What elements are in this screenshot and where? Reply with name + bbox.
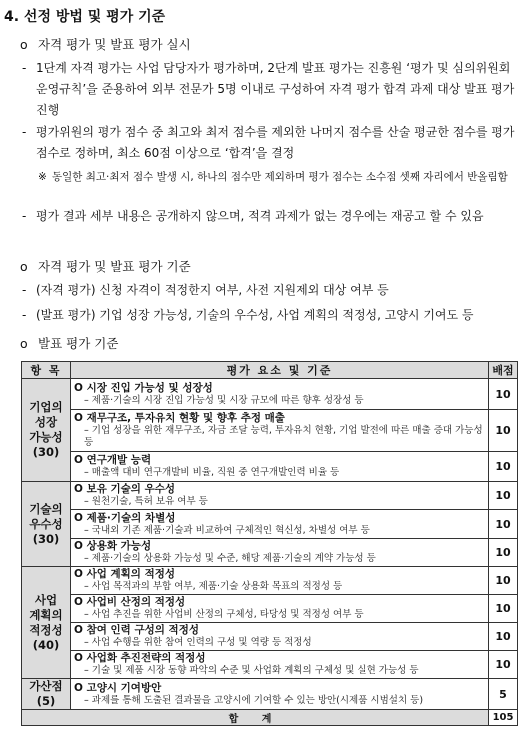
total-label bbox=[22, 710, 489, 726]
subsection-title: 자격 평가 및 발표 평가 기준 bbox=[38, 259, 191, 274]
table-row bbox=[22, 410, 518, 452]
note-marker: ※ bbox=[38, 171, 47, 183]
bullet-item bbox=[22, 206, 518, 227]
bullet-dash: - bbox=[22, 308, 27, 322]
table-header-row bbox=[22, 362, 518, 379]
section-title: 4. 선정 방법 및 평가 기준 bbox=[4, 9, 166, 25]
criteria-desc: – 국내외 기존 제품·기술과 비교하여 구체적인 혁신성, 차별성 여부 등 bbox=[84, 524, 370, 536]
criteria-cell bbox=[71, 623, 489, 651]
header-criteria: 평가 요소 및 기준 bbox=[71, 362, 489, 379]
criteria-table bbox=[21, 361, 518, 726]
subsection-heading-1 bbox=[20, 35, 191, 53]
note-text: 동일한 최고·최저 점수 발생 시, 하나의 점수만 제외하며 평가 점수는 소수점 셋째 자리에서 반올림함 bbox=[52, 171, 508, 183]
table-row bbox=[22, 595, 518, 623]
score-cell: 10 bbox=[489, 410, 518, 452]
criteria-title: O 상용화 가능성 bbox=[74, 540, 152, 552]
criteria-cell bbox=[71, 679, 489, 710]
criteria-desc: – 과제를 통해 도출된 결과물을 고양시에 기여할 수 있는 방안(시제품 시범설치 등) bbox=[84, 694, 424, 706]
table-row bbox=[22, 567, 518, 595]
category-line: (30) bbox=[32, 531, 60, 546]
criteria-cell bbox=[71, 510, 489, 539]
bullet-dash: - bbox=[22, 209, 27, 223]
bullet-item bbox=[22, 305, 518, 326]
table-row bbox=[22, 539, 518, 567]
category-line: 가능성 bbox=[29, 430, 63, 444]
bullet-dash: - bbox=[22, 61, 27, 75]
bullet-item bbox=[22, 122, 518, 164]
score-cell: 10 bbox=[489, 539, 518, 567]
criteria-cell bbox=[71, 482, 489, 510]
bullet-text: 평가위원의 평가 점수 중 최고와 최저 점수를 제외한 나머지 점수를 산술 평균한 점수를 평가 점수로 정하며, 최소 60점 이상으로 ‘합격’을 결정 bbox=[36, 125, 515, 160]
table-row bbox=[22, 482, 518, 510]
category-line: 기업의 bbox=[29, 400, 63, 414]
score-cell: 10 bbox=[489, 452, 518, 482]
criteria-title: O 보유 기술의 우수성 bbox=[74, 483, 176, 495]
category-line: 기술의 bbox=[29, 501, 63, 516]
table-row bbox=[22, 452, 518, 482]
header-score: 배점 bbox=[489, 362, 518, 379]
criteria-title: O 사업화 추진전략의 적정성 bbox=[74, 652, 206, 664]
criteria-title: O 제품·기술의 차별성 bbox=[74, 511, 176, 524]
criteria-title: O 시장 진입 가능성 및 성장성 bbox=[74, 381, 213, 394]
criteria-title: O 연구개발 능력 bbox=[74, 454, 152, 466]
total-label-text: 합 계 bbox=[228, 714, 282, 725]
subsection-title: 발표 평가 기준 bbox=[38, 336, 119, 351]
score-cell: 10 bbox=[489, 510, 518, 539]
category-line: (5) bbox=[36, 694, 56, 708]
bullet-text: (자격 평가) 신청 자격이 적정한지 여부, 사전 지원제외 대상 여부 등 bbox=[36, 283, 389, 297]
category-line: (40) bbox=[32, 637, 60, 652]
score-cell: 10 bbox=[489, 651, 518, 679]
table-row bbox=[22, 379, 518, 410]
criteria-title: O 재무구조, 투자유치 현황 및 향후 추정 매출 bbox=[74, 412, 285, 424]
criteria-cell bbox=[71, 410, 489, 452]
bullet-item bbox=[22, 58, 518, 121]
header-category: 항 목 bbox=[22, 362, 71, 379]
criteria-title: O 사업 계획의 적정성 bbox=[74, 568, 176, 580]
score-cell: 10 bbox=[489, 482, 518, 510]
category-line: (30) bbox=[32, 445, 60, 459]
criteria-title: O 고양시 기여방안 bbox=[74, 681, 162, 694]
criteria-desc: – 기업 성장을 위한 재무구조, 자금 조달 능력, 투자유치 현황, 기업 발전에 따른 매출 증대 가능성 등 bbox=[84, 425, 483, 448]
criteria-desc: – 사업 목적과의 부합 여부, 제품·기술 상용화 목표의 적정성 등 bbox=[84, 581, 343, 592]
category-line: 계획의 bbox=[29, 607, 63, 622]
criteria-cell bbox=[71, 567, 489, 595]
criteria-cell bbox=[71, 539, 489, 567]
subsection-heading-3 bbox=[20, 334, 118, 352]
score-cell: 10 bbox=[489, 567, 518, 595]
category-line: 성장 bbox=[34, 415, 58, 429]
criteria-desc: – 사업 수행을 위한 참여 인력의 구성 및 역량 등 적정성 bbox=[84, 637, 312, 648]
bullet-text: (발표 평가) 기업 성장 가능성, 기술의 우수성, 사업 계획의 적정성, 고양시 기여도 등 bbox=[36, 308, 474, 322]
score-cell: 10 bbox=[489, 623, 518, 651]
subsection-marker: o bbox=[20, 336, 28, 351]
score-cell: 10 bbox=[489, 379, 518, 410]
criteria-desc: – 매출액 대비 연구개발비 비율, 직원 중 연구개발인력 비율 등 bbox=[84, 467, 340, 478]
subsection-marker: o bbox=[20, 37, 28, 52]
category-line: 사업 bbox=[34, 592, 58, 607]
total-row bbox=[22, 710, 518, 726]
criteria-desc: – 기술 및 제품 시장 동향 파악의 수준 및 사업화 계획의 구체성 및 실현 가능성 등 bbox=[84, 665, 419, 676]
category-line: 적정성 bbox=[29, 622, 63, 637]
bullet-dash: - bbox=[22, 125, 27, 139]
criteria-title: O 참여 인력 구성의 적정성 bbox=[74, 624, 199, 636]
total-score: 105 bbox=[489, 710, 518, 726]
category-cell bbox=[22, 567, 71, 679]
subsection-title: 자격 평가 및 발표 평가 실시 bbox=[38, 37, 191, 52]
category-line: 우수성 bbox=[29, 516, 63, 531]
table-row bbox=[22, 623, 518, 651]
criteria-desc: – 제품·기술의 시장 진입 가능성 및 시장 규모에 따른 향후 성장성 등 bbox=[84, 394, 364, 406]
criteria-cell bbox=[71, 651, 489, 679]
score-cell: 5 bbox=[489, 679, 518, 710]
table-row bbox=[22, 651, 518, 679]
subsection-heading-2 bbox=[20, 257, 191, 275]
bullet-item bbox=[22, 280, 518, 301]
criteria-cell bbox=[71, 379, 489, 410]
category-cell bbox=[22, 379, 71, 482]
criteria-cell bbox=[71, 595, 489, 623]
criteria-desc: – 제품·기술의 상용화 가능성 및 수준, 해당 제품·기술의 계약 가능성 등 bbox=[84, 553, 376, 564]
bullet-dash: - bbox=[22, 283, 27, 297]
category-line: 가산점 bbox=[29, 679, 63, 693]
note bbox=[38, 167, 518, 187]
bullet-text: 1단계 자격 평가는 사업 담당자가 평가하며, 2단계 발표 평가는 진흥원 ‘평가 및 심의위원회 운영규칙’을 준용하여 외부 전문가 5명 이내로 구성하여 자격 평가 합격 과제 대상 발표 평가 진행 bbox=[36, 61, 515, 117]
criteria-title: O 사업비 산정의 적정성 bbox=[74, 596, 186, 608]
subsection-marker: o bbox=[20, 259, 28, 274]
criteria-desc: – 사업 추진을 위한 사업비 산정의 구체성, 타당성 및 적정성 여부 등 bbox=[84, 609, 364, 620]
category-cell bbox=[22, 679, 71, 710]
category-cell bbox=[22, 482, 71, 567]
score-cell: 10 bbox=[489, 595, 518, 623]
criteria-cell bbox=[71, 452, 489, 482]
table-row bbox=[22, 510, 518, 539]
criteria-desc: – 원천기술, 특허 보유 여부 등 bbox=[84, 496, 208, 507]
table-row bbox=[22, 679, 518, 710]
bullet-text: 평가 결과 세부 내용은 공개하지 않으며, 적격 과제가 없는 경우에는 재공고 할 수 있음 bbox=[36, 209, 484, 223]
